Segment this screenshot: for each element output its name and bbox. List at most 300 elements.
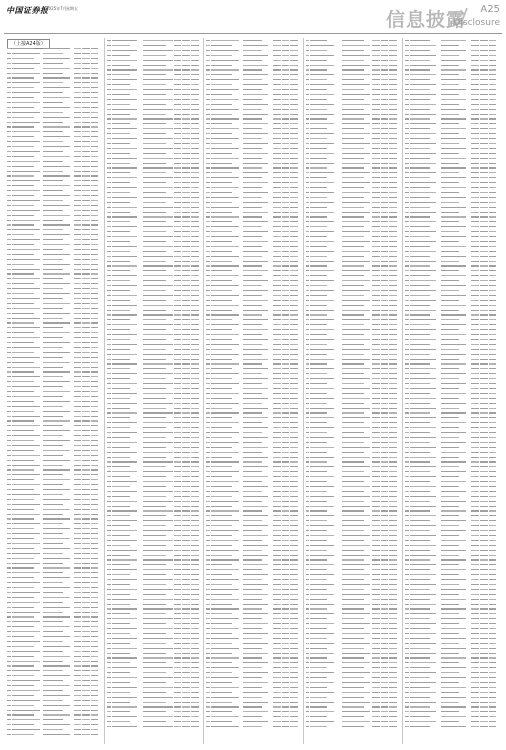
table-cell [182,270,190,271]
table-row [206,682,301,683]
table-cell [243,608,262,609]
table-cell [410,653,437,654]
table-cell [306,491,310,492]
table-row [306,187,401,188]
table-cell [191,403,199,404]
table-cell [7,665,11,666]
table-cell [381,662,389,663]
table-cell [441,324,466,325]
table-row [107,231,202,232]
table-cell [471,197,479,198]
table-row [206,677,301,678]
table-cell [107,569,111,570]
table-cell [43,122,63,123]
table-row [206,383,301,384]
table-cell [74,504,82,505]
table-cell [471,79,479,80]
table-cell [372,540,380,541]
table-cell [12,489,34,490]
table-cell [290,163,298,164]
table-cell [342,69,364,70]
table-cell [405,40,409,41]
table-cell [206,422,210,423]
table-cell [441,65,459,66]
table-row [206,69,301,70]
table-cell [43,171,63,172]
table-cell [74,386,82,387]
table-cell [441,202,459,203]
table-cell [174,359,182,360]
table-cell [74,107,82,108]
table-row [405,359,500,360]
table-row [405,354,500,355]
table-cell [489,520,497,521]
table-cell [410,143,437,144]
table-row [107,559,202,560]
table-cell [306,702,310,703]
table-cell [211,270,232,271]
table-cell [342,613,371,614]
table-cell [7,592,11,593]
table-cell [243,403,262,404]
table-cell [273,270,281,271]
table-cell [243,633,269,634]
table-row [405,270,500,271]
table-row [7,651,102,652]
table-cell [410,721,437,722]
table-cell [143,427,166,428]
table-cell [310,256,327,257]
table-row [206,256,301,257]
table-cell [7,494,11,495]
table-cell [107,197,111,198]
table-cell [182,300,190,301]
table-cell [43,690,63,691]
disclosure-column [203,38,303,744]
table-row [107,148,202,149]
table-cell [381,226,389,227]
table-cell [206,177,210,178]
table-cell [372,501,380,502]
table-cell [372,285,380,286]
table-cell [410,280,437,281]
table-cell [211,246,239,247]
table-cell [211,687,239,688]
table-cell [405,212,409,213]
table-cell [282,128,290,129]
table-cell [7,122,11,123]
table-cell [7,538,11,539]
table-cell [74,278,82,279]
table-cell [91,342,99,343]
table-cell [290,608,298,609]
table-cell [82,528,90,529]
table-cell [206,721,210,722]
table-cell [182,417,190,418]
table-cell [410,496,437,497]
table-cell [112,143,130,144]
table-row [107,555,202,556]
table-cell [191,212,199,213]
table-cell [310,265,327,266]
table-cell [489,324,497,325]
table-cell [273,525,281,526]
table-cell [273,94,281,95]
table-cell [405,363,409,364]
table-cell [7,484,11,485]
table-cell [290,45,298,46]
table-cell [43,73,63,74]
table-cell [43,327,63,328]
table-cell [489,339,497,340]
table-row [306,550,401,551]
table-cell [182,682,190,683]
table-cell [7,548,11,549]
table-cell [43,190,63,191]
table-row [7,156,102,157]
table-cell [273,667,281,668]
table-cell [243,99,262,100]
table-cell [7,469,11,470]
table-row [7,337,102,338]
table-cell [12,298,41,299]
table-cell [211,231,232,232]
table-cell [243,378,269,379]
table-cell [290,520,298,521]
table-cell [480,657,488,658]
table-cell [43,665,70,666]
table-cell [7,166,11,167]
table-row [206,550,301,551]
table-cell [91,710,99,711]
table-cell [273,79,281,80]
table-row [107,285,202,286]
table-row [206,662,301,663]
table-row [107,50,202,51]
table-cell [174,373,182,374]
table-cell [206,491,210,492]
table-cell [112,226,137,227]
table-cell [290,476,298,477]
table-cell [273,275,281,276]
table-cell [273,310,281,311]
table-cell [405,550,409,551]
table-cell [290,496,298,497]
table-cell [310,638,327,639]
table-cell [91,117,99,118]
table-cell [471,638,479,639]
table-cell [82,646,90,647]
table-cell [405,339,409,340]
table-row [206,324,301,325]
table-cell [74,151,82,152]
table-row [405,628,500,629]
table-cell [273,300,281,301]
table-cell [174,94,182,95]
table-row [7,700,102,701]
table-row [206,368,301,369]
table-cell [143,706,173,707]
table-cell [273,285,281,286]
table-cell [43,141,63,142]
table-row [306,471,401,472]
table-cell [211,657,239,658]
table-cell [273,84,281,85]
table-cell [243,50,262,51]
table-cell [82,195,90,196]
table-cell [43,102,63,103]
table-cell [243,192,269,193]
table-row [7,577,102,578]
table-row [405,672,500,673]
table-cell [273,716,281,717]
table-cell [410,256,430,257]
table-cell [310,187,327,188]
table-cell [480,692,488,693]
table-cell [381,344,389,345]
table-cell [389,128,397,129]
table-cell [191,486,199,487]
table-cell [91,332,99,333]
table-cell [74,97,82,98]
table-cell [290,726,298,727]
table-cell [107,437,111,438]
table-cell [191,623,199,624]
table-cell [12,641,41,642]
table-row [405,437,500,438]
table-cell [43,224,70,225]
table-cell [489,163,497,164]
table-cell [282,711,290,712]
table-cell [182,706,190,707]
table-cell [310,378,334,379]
table-cell [112,447,130,448]
table-cell [206,221,210,222]
table-cell [174,285,182,286]
table-cell [91,234,99,235]
table-cell [471,672,479,673]
table-cell [82,180,90,181]
table-cell [273,643,281,644]
table-cell [91,401,99,402]
table-cell [82,523,90,524]
table-cell [43,195,70,196]
table-cell [174,300,182,301]
table-cell [306,280,310,281]
table-cell [7,210,11,211]
table-cell [405,398,409,399]
table-cell [82,371,90,372]
table-cell [441,339,459,340]
table-cell [82,224,90,225]
table-cell [243,202,269,203]
table-cell [410,79,430,80]
table-cell [243,471,262,472]
table-cell [182,437,190,438]
table-cell [74,435,82,436]
table-cell [12,278,41,279]
table-cell [372,574,380,575]
table-cell [381,412,389,413]
table-cell [82,220,90,221]
table-cell [306,158,310,159]
table-cell [342,662,371,663]
table-cell [82,318,90,319]
table-cell [174,555,182,556]
table-row [206,109,301,110]
table-row [405,84,500,85]
table-cell [91,190,99,191]
table-cell [410,182,437,183]
table-cell [211,84,232,85]
table-cell [82,342,90,343]
table-cell [91,420,99,421]
table-cell [43,362,70,363]
table-cell [480,515,488,516]
table-cell [489,45,497,46]
table-cell [112,569,137,570]
table-cell [381,618,389,619]
table-cell [471,50,479,51]
table-cell [306,349,310,350]
table-cell [372,398,380,399]
table-cell [372,687,380,688]
table-cell [441,584,459,585]
table-cell [182,40,190,41]
table-row [107,334,202,335]
table-row [405,692,500,693]
table-cell [290,584,298,585]
table-row [306,648,401,649]
table-cell [410,628,430,629]
table-cell [7,680,11,681]
table-cell [211,633,232,634]
table-cell [182,653,190,654]
table-cell [441,79,466,80]
table-cell [143,589,173,590]
table-cell [107,657,111,658]
table-cell [405,628,409,629]
table-cell [74,406,82,407]
table-cell [310,618,327,619]
table-cell [112,275,137,276]
table-cell [282,623,290,624]
table-cell [471,314,479,315]
table-cell [74,175,82,176]
table-cell [191,559,199,560]
table-row [206,246,301,247]
table-cell [12,553,41,554]
table-cell [389,672,397,673]
table-cell [91,180,99,181]
table-cell [489,221,497,222]
table-row [306,398,401,399]
table-cell [112,256,137,257]
table-row [7,126,102,127]
table-cell [82,288,90,289]
table-cell [182,525,190,526]
table-cell [191,550,199,551]
table-cell [82,587,90,588]
table-cell [107,496,111,497]
table-cell [7,705,11,706]
table-row [107,123,202,124]
table-cell [282,270,290,271]
table-cell [342,412,364,413]
table-cell [82,273,90,274]
table-cell [206,697,210,698]
table-cell [489,354,497,355]
table-row [405,378,500,379]
table-row [405,408,500,409]
table-cell [211,310,232,311]
table-cell [7,200,11,201]
table-row [7,234,102,235]
table-cell [74,401,82,402]
table-cell [290,310,298,311]
table-cell [91,347,99,348]
table-cell [342,491,364,492]
table-cell [143,510,173,511]
table-cell [489,697,497,698]
table-cell [174,442,182,443]
table-row [405,383,500,384]
table-cell [107,555,111,556]
table-row [306,167,401,168]
table-cell [143,216,173,217]
table-cell [12,131,41,132]
table-cell [82,107,90,108]
table-row [107,261,202,262]
table-cell [143,334,173,335]
table-cell [389,305,397,306]
table-cell [43,460,70,461]
table-row [7,724,102,725]
table-row [206,310,301,311]
table-cell [243,123,269,124]
table-cell [489,89,497,90]
table-cell [273,133,281,134]
table-cell [112,354,137,355]
table-cell [372,177,380,178]
table-cell [389,280,397,281]
table-cell [381,45,389,46]
table-row [7,509,102,510]
table-cell [12,53,41,54]
table-cell [441,604,459,605]
table-cell [290,280,298,281]
table-cell [91,636,99,637]
table-row [7,313,102,314]
table-cell [82,514,90,515]
table-cell [290,50,298,51]
table-cell [174,466,182,467]
table-row [405,349,500,350]
table-cell [206,373,210,374]
table-cell [290,442,298,443]
table-cell [290,285,298,286]
table-cell [282,192,290,193]
table-cell [282,216,290,217]
table-cell [282,564,290,565]
table-cell [310,408,334,409]
table-row [107,491,202,492]
table-cell [143,295,173,296]
table-row [7,220,102,221]
table-cell [389,569,397,570]
table-cell [389,192,397,193]
table-cell [306,579,310,580]
